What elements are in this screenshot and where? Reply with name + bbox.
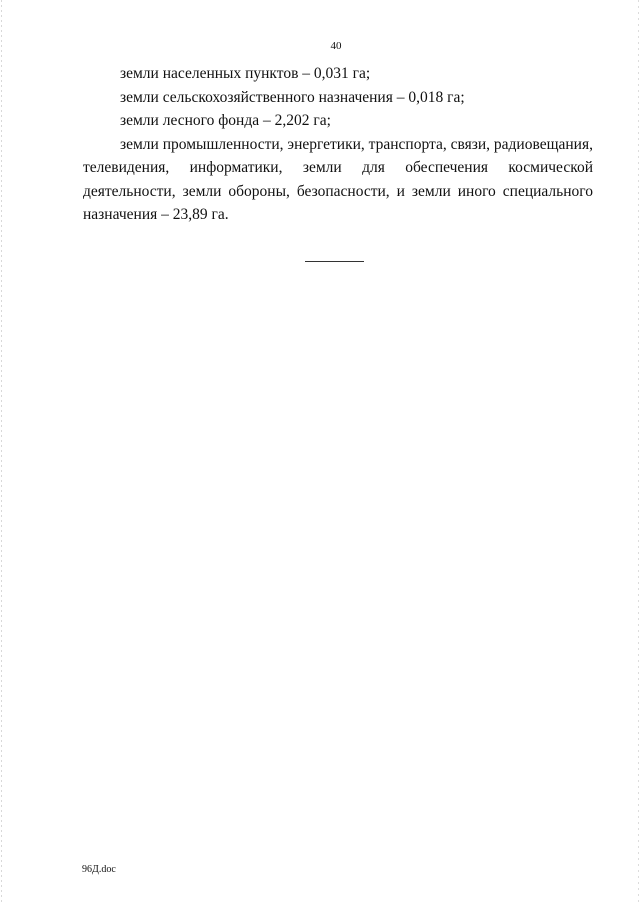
paragraph-agricultural-lands: земли сельскохозяйственного назначения – 0,018 га; — [120, 88, 465, 106]
file-name-footer: 96Д.doc — [82, 864, 116, 875]
scan-edge-right — [638, 0, 639, 905]
body-text — [83, 62, 593, 227]
page-number: 40 — [330, 40, 342, 52]
paragraph-forest-lands: земли лесного фонда – 2,202 га; — [120, 112, 331, 129]
scan-edge-left — [1, 0, 2, 905]
end-divider — [305, 261, 364, 262]
paragraph-settlement-lands: земли населенных пунктов – 0,031 га; — [120, 65, 371, 82]
paragraph-special-purpose-lands: земли промышленности, энергетики, транспорта, связи, радиовещания, телевидения, информатики, земли для обеспечения космической деятельности, земли обороны, безопасности, и земли иного специального назначения – 23,89 га. — [83, 135, 593, 223]
